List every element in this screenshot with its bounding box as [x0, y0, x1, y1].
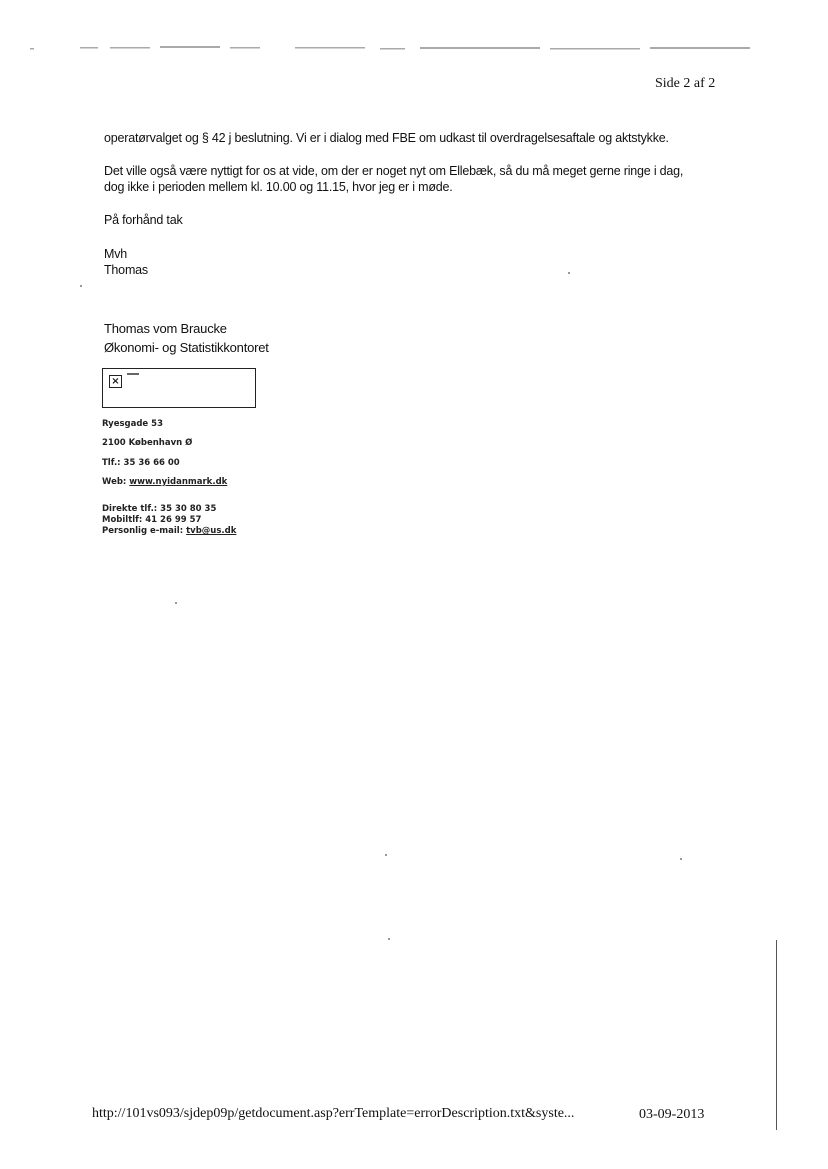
email-label: Personlig e-mail: [102, 526, 187, 536]
address-street: Ryesgade 53 [102, 419, 163, 429]
scan-speck [568, 272, 570, 274]
footer-url: http://101vs093/sjdep09p/getdocument.asp?errTemplate=errorDescription.txt&syste... [92, 1106, 575, 1121]
email-link[interactable]: tvb@us.dk [186, 526, 237, 536]
footer-date: 03-09-2013 [639, 1107, 705, 1122]
closing-greeting: Mvh [104, 247, 128, 261]
office-phone: Tlf.: 35 36 66 00 [102, 458, 180, 468]
email-line [102, 526, 236, 536]
scan-edge-line [776, 940, 777, 1130]
signature-department: Økonomi- og Statistikkontoret [104, 340, 269, 355]
body-paragraph-2 [104, 163, 683, 195]
broken-image-icon: × [109, 375, 122, 388]
broken-image-caption-mark [127, 373, 139, 375]
web-line [102, 477, 227, 487]
body-paragraph-2-line-2: dog ikke i perioden mellem kl. 10.00 og 11.15, hvor jeg er i møde. [104, 180, 453, 194]
closing-block [104, 246, 148, 278]
signature-block [104, 319, 269, 357]
scan-noise-header [30, 42, 760, 56]
scan-speck [680, 858, 682, 860]
closing-first-name: Thomas [104, 263, 148, 277]
page-number: Side 2 af 2 [655, 76, 716, 91]
scan-speck [175, 602, 177, 604]
direct-phone: Direkte tlf.: 35 30 80 35 [102, 504, 217, 514]
web-link[interactable]: www.nyidanmark.dk [129, 477, 228, 487]
address-city: 2100 København Ø [102, 438, 193, 448]
body-paragraph-2-line-1: Det ville også være nyttigt for os at vide, om der er noget nyt om Ellebæk, så du må meget gerne ringe i dag, [104, 164, 684, 178]
scan-speck [80, 285, 82, 287]
mobile-phone: Mobiltlf: 41 26 99 57 [102, 515, 202, 525]
web-label: Web: [102, 477, 130, 487]
signature-logo-frame [102, 368, 256, 408]
body-paragraph-1: operatørvalget og § 42 j beslutning. Vi er i dialog med FBE om udkast til overdragelsesaftale og aktstykke. [104, 131, 669, 145]
scan-speck [388, 938, 390, 940]
signature-full-name: Thomas vom Braucke [104, 321, 227, 336]
body-paragraph-3: På forhånd tak [104, 213, 183, 227]
scan-speck [385, 854, 387, 856]
